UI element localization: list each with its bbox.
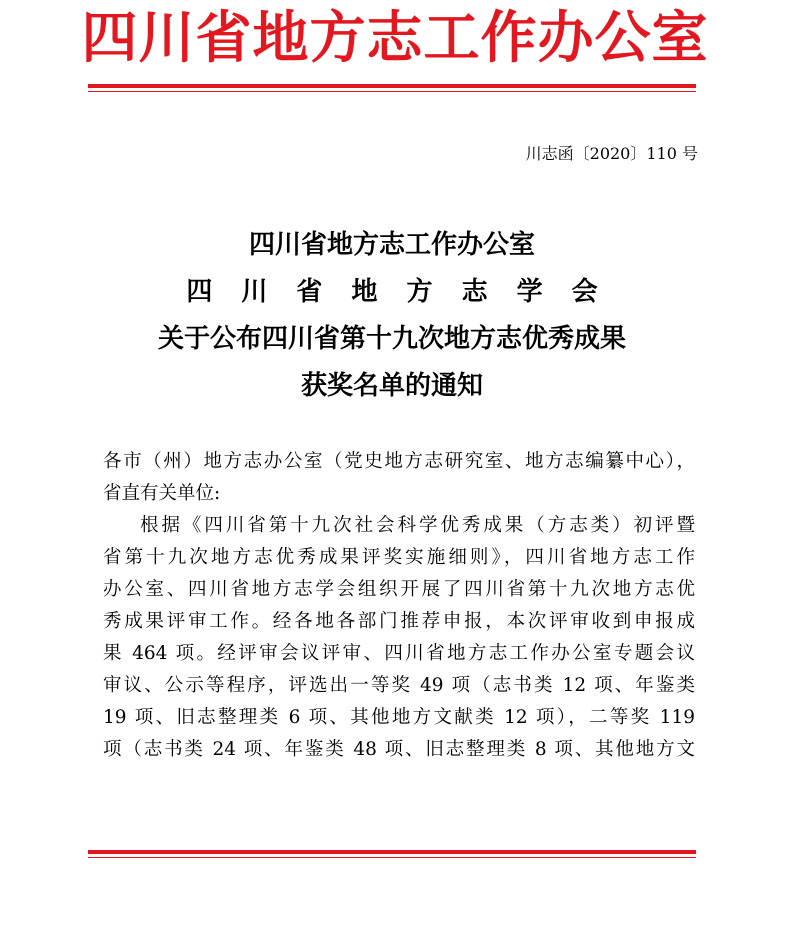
document-number: 川志函〔2020〕110 号 <box>525 144 698 163</box>
body-text-line: 果 464 项。经评审会议评审、四川省地方志工作办公室专题会议 <box>103 643 695 664</box>
title-line-issuer-2: 四 川 省 地 方 志 学 会 <box>186 277 608 307</box>
body-text-line: 根据《四川省第十九次社会科学优秀成果（方志类）初评暨 <box>140 515 695 536</box>
salutation-line: 各市（州）地方志办公室（党史地方志研究室、地方志编纂中心）， <box>103 451 695 472</box>
salutation-line: 省直有关单位: <box>103 483 221 504</box>
body-text-line: 秀成果评审工作。经各地各部门推荐申报，本次评审收到申报成 <box>103 611 695 632</box>
title-line-issuer-1: 四川省地方志工作办公室 <box>248 230 535 260</box>
header-red-rule-thick <box>88 84 696 88</box>
body-text-line: 省第十九次地方志优秀成果评奖实施细则》，四川省地方志工作 <box>103 547 695 568</box>
footer-red-rule-thick <box>88 850 696 854</box>
notice-body <box>103 446 695 766</box>
issuer-header-title: 四川省地方志工作办公室 <box>81 6 709 71</box>
header-red-rule-thin <box>88 91 696 92</box>
title-line-subject-2: 获奖名单的通知 <box>300 371 483 401</box>
footer-red-rule-thin <box>88 857 696 858</box>
body-text-line: 审议、公示等程序，评选出一等奖 49 项（志书类 12 项、年鉴类 <box>103 675 695 696</box>
title-line-subject-1: 关于公布四川省第十九次地方志优秀成果 <box>157 324 626 354</box>
notice-title <box>88 222 696 410</box>
body-text-line: 办公室、四川省地方志学会组织开展了四川省第十九次地方志优 <box>103 579 695 600</box>
body-text-line: 项（志书类 24 项、年鉴类 48 项、旧志整理类 8 项、其他地方文 <box>103 739 695 760</box>
body-text-line: 19 项、旧志整理类 6 项、其他地方文献类 12 项），二等奖 119 <box>103 707 695 728</box>
